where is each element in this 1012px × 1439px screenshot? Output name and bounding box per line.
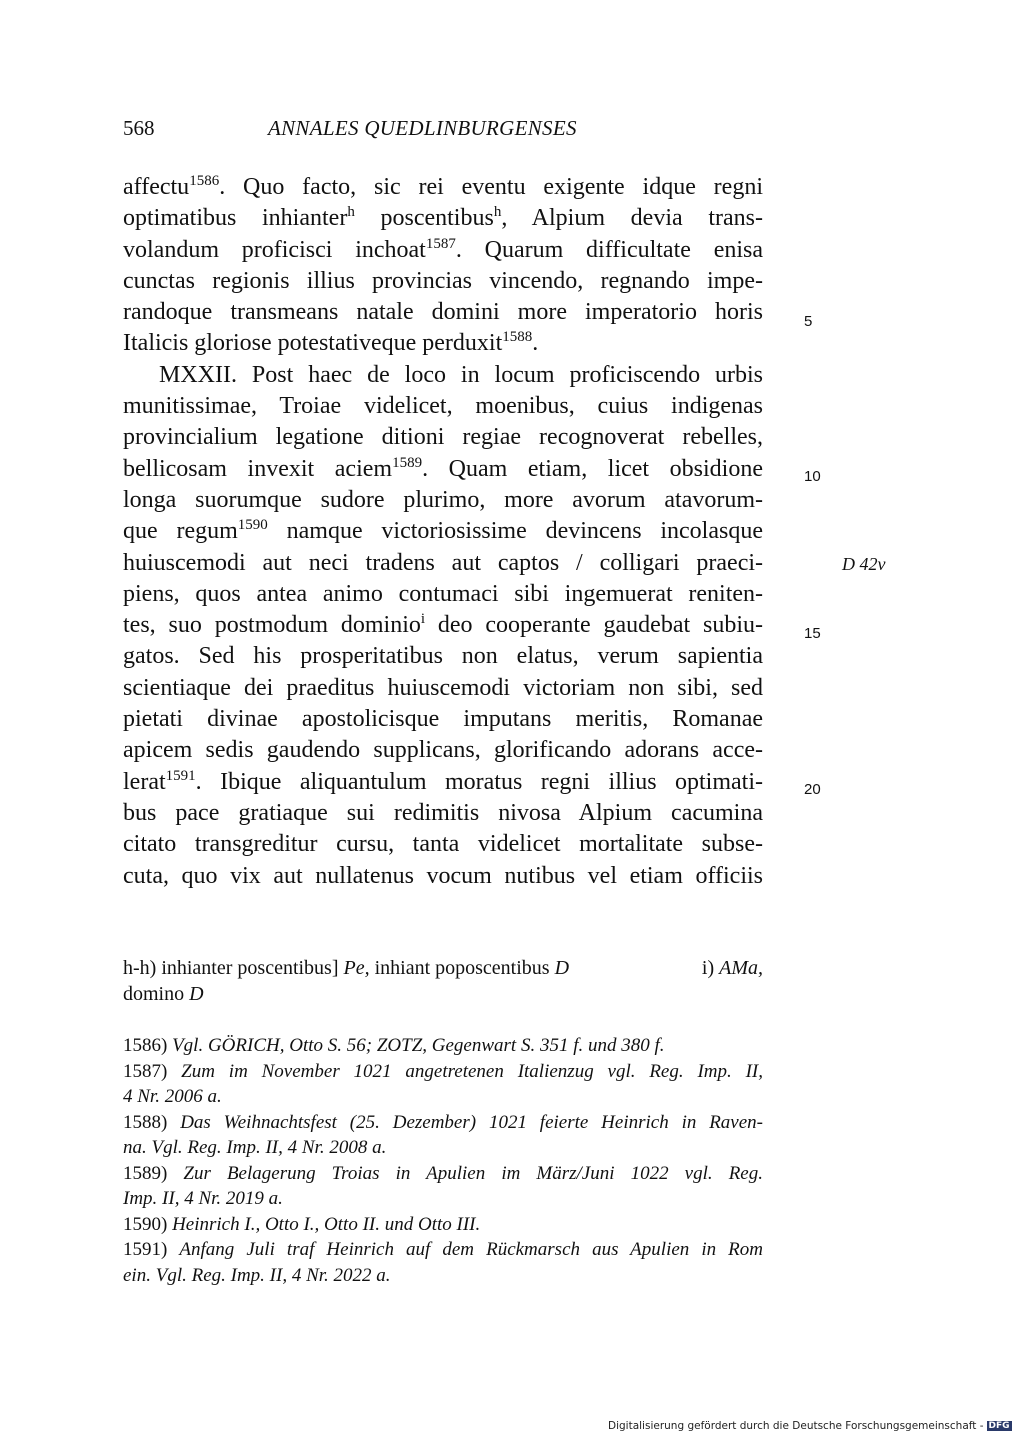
- running-title: ANNALES QUEDLINBURGENSES: [268, 116, 577, 140]
- text-line: optimatibus inhianter$^h$ poscentibus$^h$, Alpium devia trans-: [123, 204, 763, 232]
- text-line: bus pace gratiaque sui redimitis nivosa Alpium cacumina: [123, 799, 763, 826]
- text-line: lerat$^{1591}$. Ibique aliquantulum moratus regni illius optimati-: [123, 767, 763, 795]
- footnote-number: 1590): [123, 1213, 168, 1235]
- footnote-text: Das Weihnachtsfest (25. Dezember) 1021 feierte Heinrich in Raven-: [180, 1111, 764, 1133]
- footnote: [123, 1237, 763, 1288]
- critical-apparatus: [123, 955, 763, 1007]
- text-line: munitissimae, Troiae videlicet, moenibus, cuius indigenas: [123, 393, 763, 420]
- footnote-marker: h: [493, 204, 502, 221]
- text-line: que regum$^{1590}$ namque victoriosissime devincens incolasque: [123, 517, 763, 545]
- footnote: [123, 1033, 763, 1059]
- text-line: bellicosam invexit aciem$^{1589}$. Quam etiam, licet obsidione: [123, 454, 763, 482]
- line-number-20: 20: [804, 781, 821, 798]
- text-line: tes, suo postmodum dominio$^i$ deo cooperante gaudebat subiu-: [123, 611, 763, 639]
- text-line: Italicis gloriose potestativeque perduxit$^{1588}$.: [123, 329, 539, 357]
- text-line: randoque transmeans natale domini more imperatorio horis: [123, 299, 763, 326]
- footnote-line: [123, 1084, 763, 1110]
- footnote-text: Imp. II, 4 Nr. 2019 a.: [123, 1188, 283, 1209]
- footnote-line: [123, 1110, 763, 1136]
- footnote-line: [123, 1263, 763, 1289]
- text-line: gatos. Sed his prosperitatibus non elatus, verum sapientia: [123, 643, 763, 670]
- footnote-text: Heinrich I., Otto I., Otto II. und Otto III.: [172, 1213, 481, 1235]
- dfg-logo: DFG: [988, 1421, 1010, 1431]
- footnote: [123, 1059, 763, 1110]
- page-number: 568: [123, 116, 155, 140]
- footnote-marker: 1591: [165, 767, 196, 784]
- footnote-number: 1589): [123, 1162, 168, 1184]
- credit-text: Digitalisierung gefördert durch die Deutsche Forschungsgemeinschaft -: [608, 1420, 984, 1432]
- text-line: scientiaque dei praeditus huiuscemodi victoriam non sibi, sed: [123, 674, 763, 701]
- footnote-text: na. Vgl. Reg. Imp. II, 4 Nr. 2008 a.: [123, 1137, 387, 1158]
- apparatus-entry-i: i) AMa,: [701, 957, 763, 979]
- footnote: [123, 1110, 763, 1161]
- digitization-credit: [608, 1420, 1012, 1432]
- footnote-marker: h: [347, 204, 355, 221]
- footnote-line: [123, 1033, 763, 1059]
- footnote-marker: 1588: [502, 329, 533, 346]
- footnote-line: [123, 1059, 763, 1085]
- text-line: provincialium legatione ditioni regiae recognoverat rebelles,: [123, 424, 763, 451]
- text-line: apicem sedis gaudendo supplicans, glorificando adorans acce-: [123, 737, 763, 764]
- text-line: citato transgreditur cursu, tanta videlicet mortalitate subse-: [123, 831, 763, 858]
- footnote: [123, 1212, 763, 1238]
- footnote-number: 1588): [123, 1111, 168, 1133]
- footnote-number: 1591): [123, 1239, 168, 1260]
- footnote-line: [123, 1212, 763, 1238]
- footnote-text: Vgl. GÖRICH, Otto S. 56; ZOTZ, Gegenwart S. 351 f. und 380 f.: [172, 1035, 665, 1056]
- line-number-5: 5: [804, 313, 813, 330]
- footnote-number: 1587): [123, 1060, 168, 1082]
- margin-folio-note: D 42v: [842, 554, 886, 574]
- text-line: cunctas regionis illius provincias vincendo, regnando impe-: [123, 267, 763, 294]
- footnote-text: Anfang Juli traf Heinrich auf dem Rückmarsch aus Apulien in Rom: [179, 1239, 764, 1260]
- text-line: huiuscemodi aut neci tradens aut captos / colligari praeci-: [123, 549, 763, 576]
- footnote-text: 4 Nr. 2006 a.: [123, 1086, 222, 1107]
- footnote-line: [123, 1237, 763, 1263]
- text-line: piens, quos antea animo contumaci sibi ingemuerat reniten-: [123, 580, 763, 607]
- text-line: longa suorumque sudore plurimo, more avorum atavorum-: [123, 486, 763, 513]
- footnote-text: Zur Belagerung Troias in Apulien im März/Juni 1022 vgl. Reg.: [183, 1162, 763, 1184]
- apparatus-line-2: domino D: [123, 983, 204, 1005]
- text-line: volandum proficisci inchoat$^{1587}$. Quarum difficultate enisa: [123, 235, 764, 263]
- apparatus-line-1: [123, 955, 763, 981]
- line-number-15: 15: [804, 625, 821, 642]
- text-line: MXXII. Post haec de loco in locum proficiscendo urbis: [159, 361, 763, 388]
- footnote-number: 1586): [123, 1035, 168, 1056]
- footnote-marker: 1587: [425, 235, 456, 252]
- footnote-marker: 1586: [189, 173, 220, 189]
- text-line: affectu$^{1586}$. Quo facto, sic rei eventu exigente idque regni: [123, 173, 763, 200]
- footnote: [123, 1161, 763, 1212]
- apparatus-entry-h: h-h) inhianter poscentibus] Pe, inhiant poposcentibus D: [123, 957, 570, 979]
- footnotes: [123, 1033, 763, 1288]
- text-line: cuta, quo vix aut nullatenus vocum nutibus vel etiam officiis: [123, 862, 763, 889]
- footnote-marker: 1589: [392, 454, 423, 471]
- footnote-line: [123, 1161, 763, 1187]
- footnote-marker: i: [420, 611, 426, 628]
- main-text: [123, 172, 763, 892]
- footnote-text: ein. Vgl. Reg. Imp. II, 4 Nr. 2022 a.: [123, 1264, 391, 1286]
- footnote-line: [123, 1135, 763, 1161]
- line-number-10: 10: [804, 468, 821, 485]
- footnote-text: Zum im November 1021 angetretenen Italienzug vgl. Reg. Imp. II,: [181, 1060, 763, 1082]
- footnote-marker: 1590: [237, 517, 268, 534]
- text-line: pietati divinae apostolicisque imputans meritis, Romanae: [123, 706, 763, 733]
- footnote-line: [123, 1186, 763, 1212]
